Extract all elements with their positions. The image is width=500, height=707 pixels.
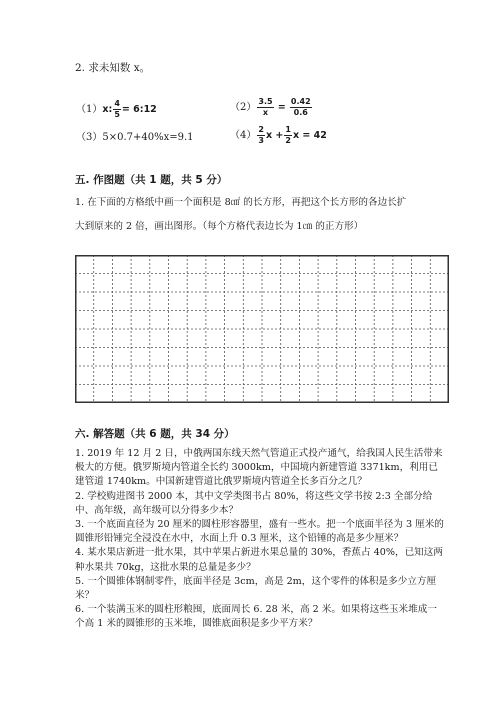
equation-3-text: 5×0.7+40%x=9.1 — [102, 132, 194, 143]
equation-2-fraction-left — [257, 98, 273, 117]
grid-lines — [75, 255, 449, 403]
equation-1-label: （1） — [76, 104, 103, 115]
equation-3-label: （3） — [76, 132, 103, 143]
fraction-numerator: 2 — [258, 125, 264, 134]
equation-1 — [76, 100, 157, 119]
equation-1-pre: x: — [102, 104, 113, 115]
fraction-numerator: 1 — [285, 125, 291, 134]
equation-3 — [76, 128, 194, 143]
equation-1-post: = 6:12 — [121, 104, 157, 115]
equation-4-mid: x + — [265, 130, 284, 141]
fraction-denominator: 5 — [114, 110, 120, 119]
equation-4-post: x = 42 — [292, 130, 327, 141]
section-5-q1-line2: 大到原来的 2 倍，画出图形。（每个方格代表边长为 1㎝ 的正方形） — [75, 221, 364, 232]
section-5-title: 五. 作图题（共 1 题，共 5 分） — [75, 174, 228, 186]
question-3: 3. 一个底面直径为 20 厘米的圆柱形容器里，盛有一些水。把一个底面半径为 3 厘米的圆锥形铅锤完全浸没在水中，水面上升 0.3 厘米，这个铅锤的高是多少厘米？ — [75, 519, 444, 545]
equation-2-fraction-right — [290, 98, 312, 117]
equation-4-label: （4） — [230, 130, 257, 141]
fraction-denominator: 2 — [285, 136, 291, 145]
equation-4-fraction-1 — [257, 126, 265, 145]
equation-2-equals: = — [277, 102, 286, 113]
question-1: 1. 2019 年 12 月 2 日，中俄两国东线天然气管道正式投产通气，给我国人民生活带来极大的方便。俄罗斯境内管道全长约 3000km，中国境内新建管道 3371km，利用已建管道 1740km。中国新建管道比俄罗斯境内管道全长多百分之几？ — [75, 448, 443, 488]
fraction-denominator: x — [262, 108, 269, 117]
fraction-numerator: 0.42 — [290, 97, 311, 106]
equation-4 — [230, 126, 327, 145]
equation-4-fraction-2 — [284, 126, 292, 145]
grid-paper[interactable] — [75, 255, 449, 403]
fraction-denominator: 3 — [258, 136, 264, 145]
section-5-q1-line1: 1. 在下面的方格纸中画一个面积是 8㎠ 的长方形，再把这个长方形的各边长扩 — [75, 197, 407, 208]
equation-2-label: （2） — [230, 102, 257, 113]
question-2-title: 2. 求未知数 x。 — [75, 62, 151, 74]
fraction-numerator: 4 — [114, 99, 120, 108]
question-4: 4. 某水果店新进一批水果，其中苹果占新进水果总量的 30%，香蕉占 40%，已知这两种水果共 70kg，这批水果的总量是多少？ — [75, 547, 443, 573]
equation-2 — [230, 98, 313, 117]
question-6: 6. 一个装满玉米的圆柱形粮囤，底面周长 6. 28 米，高 2 米。如果将这些玉米堆成一个高 1 米的圆锥形的玉米堆，圆锥底面积是多少平方米？ — [75, 604, 437, 630]
fraction-numerator: 3.5 — [258, 97, 273, 106]
section-6-title: 六. 解答题（共 6 题，共 34 分） — [75, 428, 235, 440]
fraction-denominator: 0.6 — [293, 108, 308, 117]
question-5: 5. 一个圆锥体钢制零件，底面半径是 3cm，高是 2m，这个零件的体积是多少立方厘米？ — [75, 575, 437, 602]
section-6-questions — [75, 447, 445, 632]
equation-1-fraction — [113, 100, 121, 119]
question-2: 2. 学校购进图书 2000 本，其中文学类图书占 80%，将这些文学书按 2:3 全部分给中、高年级，高年级可以分得多少本？ — [75, 490, 433, 516]
